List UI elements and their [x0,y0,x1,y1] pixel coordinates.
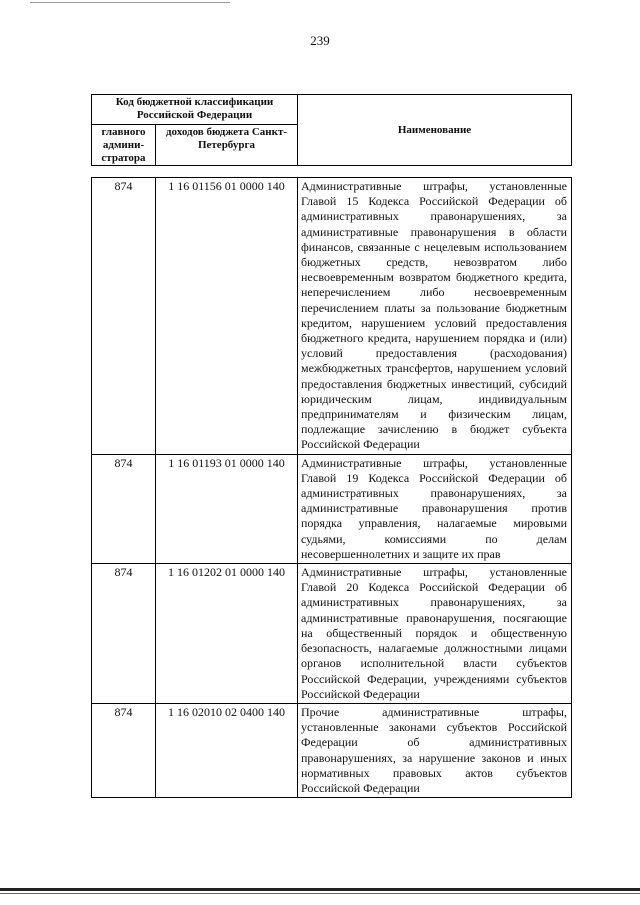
bottom-rule [0,888,640,891]
income-code-cell: 1 16 01156 01 0000 140 [156,178,298,455]
name-column-header: Наименование [298,95,572,166]
admin-code-cell: 874 [92,178,156,455]
name-cell: Прочие административные штрафы, установленные законами субъектов Российской Федерации об административных правонарушениях, за нарушение законов и иных нормативных правовых актов субъектов Российской Федерации [298,703,572,797]
page-number: 239 [310,33,330,48]
income-column-header: доходов бюджета Санкт-Петербурга [156,125,298,166]
bottom-rule-thin [0,893,640,894]
income-code-cell: 1 16 01202 01 0000 140 [156,564,298,704]
admin-code-cell: 874 [92,703,156,797]
budget-code-group-header: Код бюджетной классификации Российской Федерации [92,95,298,125]
table-row [92,454,572,563]
admin-code-cell: 874 [92,564,156,704]
table-body [91,177,572,798]
name-cell: Административные штрафы, установленные Главой 20 Кодекса Российской Федерации об административных правонарушениях, за административные правонарушения, посягающие на общественный порядок и общественную безопасность, налагаемые должностными лицами органов исполнительной власти субъектов Российской Федерации, учреждениями субъектов Российской Федерации [298,564,572,704]
table-row [92,564,572,704]
table-row [92,703,572,797]
income-code-cell: 1 16 02010 02 0400 140 [156,703,298,797]
table-row [92,178,572,455]
income-code-cell: 1 16 01193 01 0000 140 [156,454,298,563]
top-rule [30,2,230,3]
admin-column-header: главного админи-стратора [92,125,156,166]
name-cell: Административные штрафы, установленные Главой 19 Кодекса Российской Федерации об административных правонарушениях, за административные правонарушения против порядка управления, налагаемые мировыми судьями, комиссиями по делам несовершеннолетних и защите их прав [298,454,572,563]
name-cell: Административные штрафы, установленные Главой 15 Кодекса Российской Федерации об административных правонарушениях, за административные правонарушения в области финансов, связанные с нецелевым использованием бюджетных средств, невозвратом либо несвоевременным возвратом бюджетного кредита, неперечислением либо несвоевременным перечислением платы за пользование бюджетным кредитом, нарушением условий предоставления бюджетного кредита, нарушением порядка и (или) условий предоставления (расходования) межбюджетных трансфертов, нарушением условий предоставления бюджетных инвестиций, субсидий юридическим лицам, индивидуальным предпринимателям и физическим лицам, подлежащие зачислению в бюджет субъекта Российской Федерации [298,178,572,455]
admin-code-cell: 874 [92,454,156,563]
table-header [91,94,572,166]
